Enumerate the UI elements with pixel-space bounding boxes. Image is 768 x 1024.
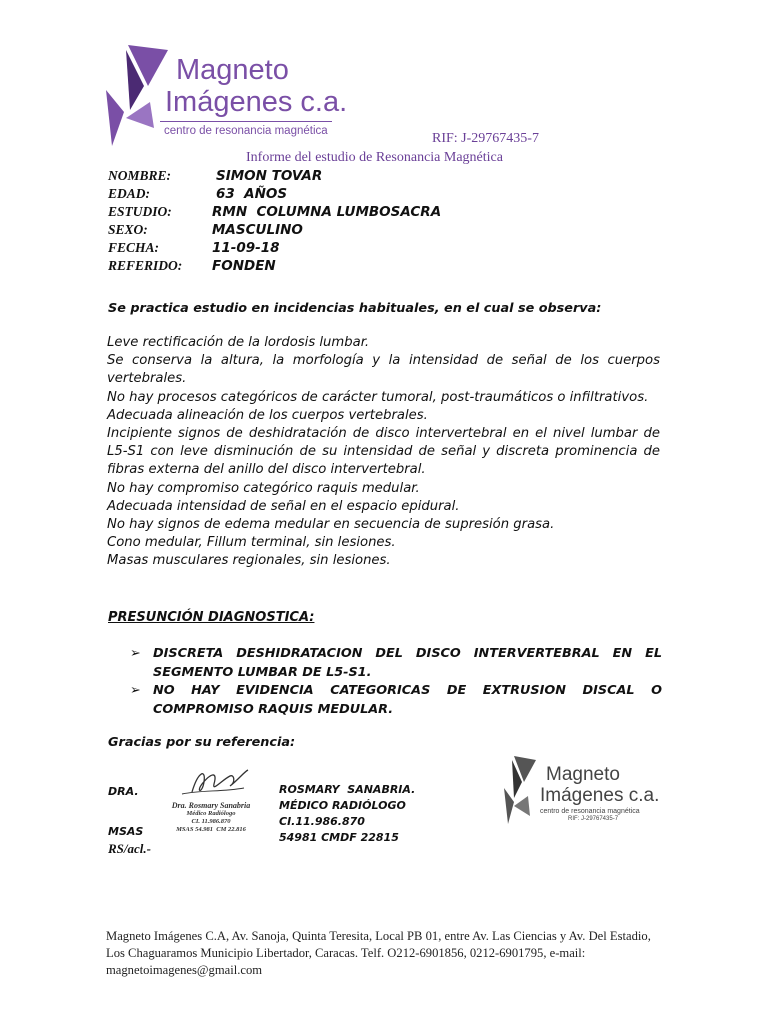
seal-line-1: Magneto (546, 764, 620, 785)
msas-label: MSAS (108, 825, 144, 838)
stamp-codes: MSAS 54.981 CM 22.816 (176, 826, 246, 833)
edad-value: 63 AÑOS (216, 186, 288, 202)
footer-address: Magneto Imágenes C.A, Av. Sanoja, Quinta Teresita, Local PB 01, entre Av. Las Ciencias y Av. Del Estadio, Los Chaguaramos Municipio Libertador, Caracas. Telf. O212-6901856, 0212-6901795, e-mail: magnetoimagenes@gmail.com (106, 929, 651, 977)
finding-item: No hay signos de edema medular en secuencia de supresión grasa. (107, 517, 555, 533)
diagnosis-list (130, 645, 662, 719)
sexo-label: SEXO: (108, 222, 148, 237)
diagnosis-item (130, 682, 662, 719)
referido-value: FONDEN (212, 258, 276, 274)
doctor-name: ROSMARY SANABRIA. (279, 783, 416, 796)
doctor-codes: 54981 CMDF 22815 (279, 831, 399, 844)
thanks-text: Gracias por su referencia: (108, 735, 296, 750)
seal-line-2: Imágenes c.a. (540, 785, 660, 806)
seal-rif: RIF: J-29767435-7 (568, 816, 619, 822)
referido-label: REFERIDO: (108, 258, 183, 273)
fecha-value: 11-09-18 (212, 240, 280, 256)
company-seal (502, 752, 662, 830)
intro-text: Se practica estudio en incidencias habituales, en el cual se observa: (108, 301, 602, 316)
arrow-bullet-icon: ➢ (130, 683, 141, 699)
signature-stamp (152, 762, 270, 840)
diagnosis-item-text: DISCRETA DESHIDRATACION DEL DISCO INTERVERTEBRAL EN EL SEGMENTO LUMBAR DE L5-S1. (153, 646, 662, 680)
stamp-name: Dra. Rosmary Sanabria (171, 801, 251, 810)
logo-line-1: Magneto (176, 54, 289, 86)
finding-item: Cono medular, Fillum terminal, sin lesiones. (107, 535, 396, 551)
diagnosis-item-text: NO HAY EVIDENCIA CATEGORICAS DE EXTRUSION DISCAL O COMPROMISO RAQUIS MEDULAR. (153, 683, 662, 717)
edad-label: EDAD: (108, 186, 151, 201)
logo-line-2: Imágenes c.a. (165, 86, 348, 118)
diagnosis-item (130, 645, 662, 682)
rif-number: RIF: J-29767435-7 (432, 131, 539, 146)
stamp-title: Médico Radiólogo (186, 810, 236, 817)
estudio-value: RMN COLUMNA LUMBOSACRA (212, 204, 442, 220)
report-title: Informe del estudio de Resonancia Magnética (246, 150, 503, 165)
finding-item: Incipiente signos de deshidratación de disco intervertebral en el nivel lumbar de L5-S1 con leve disminución de su intensidad de señal y discreta prominencia de fibras externa del anillo del disco intervertebral. (107, 426, 660, 478)
finding-item: Adecuada intensidad de señal en el espacio epidural. (107, 498, 460, 514)
finding-item: Adecuada alineación de los cuerpos vertebrales. (107, 407, 428, 423)
seal-logo-icon (502, 754, 538, 828)
handwritten-signature (152, 762, 270, 802)
diagnosis-heading: PRESUNCIÓN DIAGNOSTICA: (108, 610, 315, 625)
finding-item: Masas musculares regionales, sin lesiones. (107, 553, 391, 569)
nombre-value: SIMON TOVAR (216, 168, 323, 184)
doctor-title: MÉDICO RADIÓLOGO (279, 799, 406, 812)
findings-list (107, 334, 660, 571)
dra-label: DRA. (108, 785, 139, 798)
stamp-ci: CI. 11.986.870 (191, 818, 231, 825)
finding-item: No hay procesos categóricos de carácter tumoral, post-traumáticos o infiltrativos. (107, 389, 649, 405)
doctor-ci: CI.11.986.870 (279, 815, 365, 828)
initials: RS/acl.- (108, 841, 151, 856)
logo-tagline: centro de resonancia magnética (164, 125, 328, 137)
nombre-label: NOMBRE: (108, 168, 172, 183)
estudio-label: ESTUDIO: (108, 204, 172, 219)
finding-item: No hay compromiso categórico raquis medular. (107, 480, 420, 496)
fecha-label: FECHA: (108, 240, 160, 255)
seal-tagline: centro de resonancia magnética (540, 808, 640, 815)
arrow-bullet-icon: ➢ (130, 646, 141, 661)
finding-item: Se conserva la altura, la morfología y la intensidad de señal de los cuerpos vertebrales. (107, 353, 660, 387)
sexo-value: MASCULINO (212, 222, 303, 238)
doctor-info (279, 782, 415, 846)
logo-underline (160, 121, 332, 122)
finding-item: Leve rectificación de la lordosis lumbar. (107, 335, 370, 350)
